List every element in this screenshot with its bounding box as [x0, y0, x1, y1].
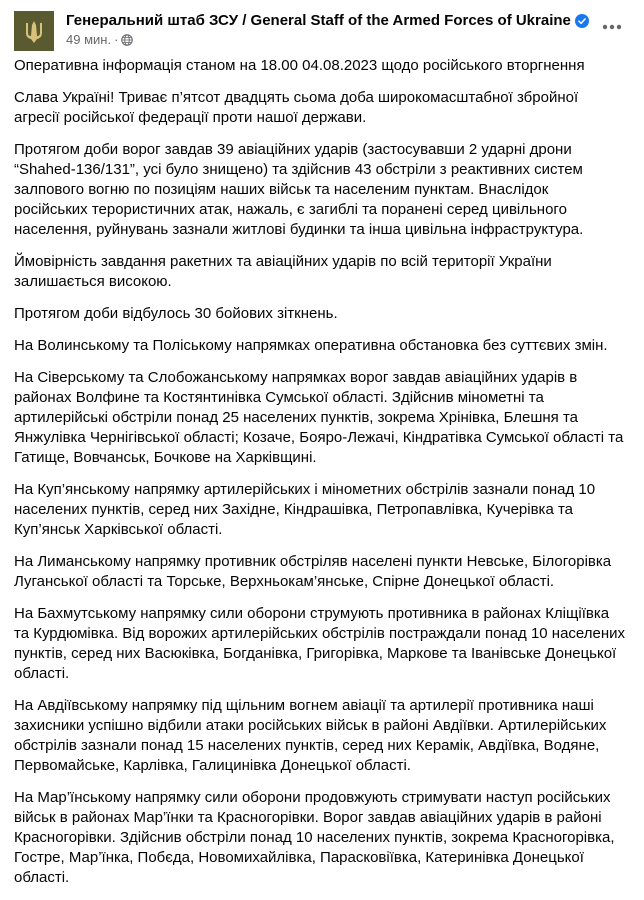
- post-paragraph: Протягом доби ворог завдав 39 авіаційних ударів (застосувавши 2 ударні дрони “Shahed-136/131”, усі було знищено) та здійснив 43 обстріли з реактивних систем залпового вогню по позиціям наших військ та населеним пунктам. Внаслідок російських терористичних атак, нажаль, є загиблі та поранені серед цивільного населення, руйнувань зазнали житлові будинки та інша цивільна інфраструктура.: [14, 141, 584, 238]
- post-paragraph: Протягом доби відбулось 30 бойових зіткнень.: [14, 305, 338, 322]
- post-header: [14, 9, 630, 53]
- post-paragraph: Ймовірність завдання ракетних та авіаційних ударів по всій території України залишається високою.: [14, 253, 552, 290]
- more-options-button[interactable]: [594, 9, 630, 45]
- verified-badge-icon: [575, 14, 589, 34]
- post-body: [14, 56, 626, 900]
- post-paragraph: Слава Україні! Триває п’ятсот двадцять сьома доба широкомасштабної збройної агресії російської федерації проти нашої держави.: [14, 89, 579, 126]
- post-paragraph: На Авдіївському напрямку під щільним вогнем авіації та артилерії противника наші захисники успішно відбили атаки російських військ в районі Авдіївки. Артилерійських обстрілів зазнали понад 15 населених пунктів, серед них Керамік, Авдіївка, Водяне, Первомайське, Карлівка, Галицинівка Донецької області.: [14, 697, 607, 774]
- page-name[interactable]: [66, 11, 589, 34]
- page-avatar[interactable]: [14, 11, 54, 51]
- more-options-icon: [602, 24, 622, 30]
- meta-separator: ·: [114, 32, 119, 47]
- post-paragraph: На Куп’янському напрямку артилерійських і мінометних обстрілів зазнали понад 10 населених пунктів, серед них Західне, Кіндрашівка, Петропавлівка, Кучерівка та Куп’янськ Харківської області.: [14, 481, 596, 538]
- post-meta: [66, 32, 133, 50]
- globe-icon: [121, 34, 133, 50]
- trident-emblem-icon: [14, 11, 54, 51]
- post-paragraph: Оперативна інформація станом на 18.00 04.08.2023 щодо російського вторгнення: [14, 57, 585, 74]
- post-paragraph: На Мар’їнському напрямку сили оборони продовжують стримувати наступ російських військ в районах Мар’їнки та Красногорівки. Ворог завдав авіаційних ударів в районі Красногорівки. Здійснив обстріли понад 10 населених пунктів, зокрема Красногорівка, Гостре, Мар’їнка, Побєда, Новомихайлівка, Парасковіївка, Катеринівка Донецької області.: [14, 789, 615, 886]
- post-paragraph: На Волинському та Поліському напрямках оперативна обстановка без суттєвих змін.: [14, 337, 608, 354]
- post-paragraph: На Бахмутському напрямку сили оборони струмують противника в районах Кліщіївка та Курдюмівка. Від ворожих артилерійських обстрілів постраждали понад 10 населених пунктів, серед них Васюківка, Богданівка, Григорівка, Маркове та Іванівське Донецької області.: [14, 605, 626, 682]
- post-paragraph: На Лиманському напрямку противник обстріляв населені пункти Невське, Білогорівка Луганської області та Торське, Верхньокам’янське, Спірне Донецької області.: [14, 553, 612, 590]
- post-timestamp[interactable]: 49 мин.: [66, 32, 112, 47]
- post-paragraph: На Сіверському та Слобожанському напрямках ворог завдав авіаційних ударів в районах Волфине та Костянтинівка Сумської області. Здійснив мінометні та артилерійські обстріли понад 25 населених пунктів, зокрема Хрінівка, Блешня та Янжулівка Чернігівської області; Козаче, Бояро-Лежачі, Кіндратівка Сумської області та Гатище, Вовчанськ, Бочкове на Харківщині.: [14, 369, 624, 466]
- page-name-text[interactable]: Генеральний штаб ЗСУ / General Staff of the Armed Forces of Ukraine: [66, 12, 571, 29]
